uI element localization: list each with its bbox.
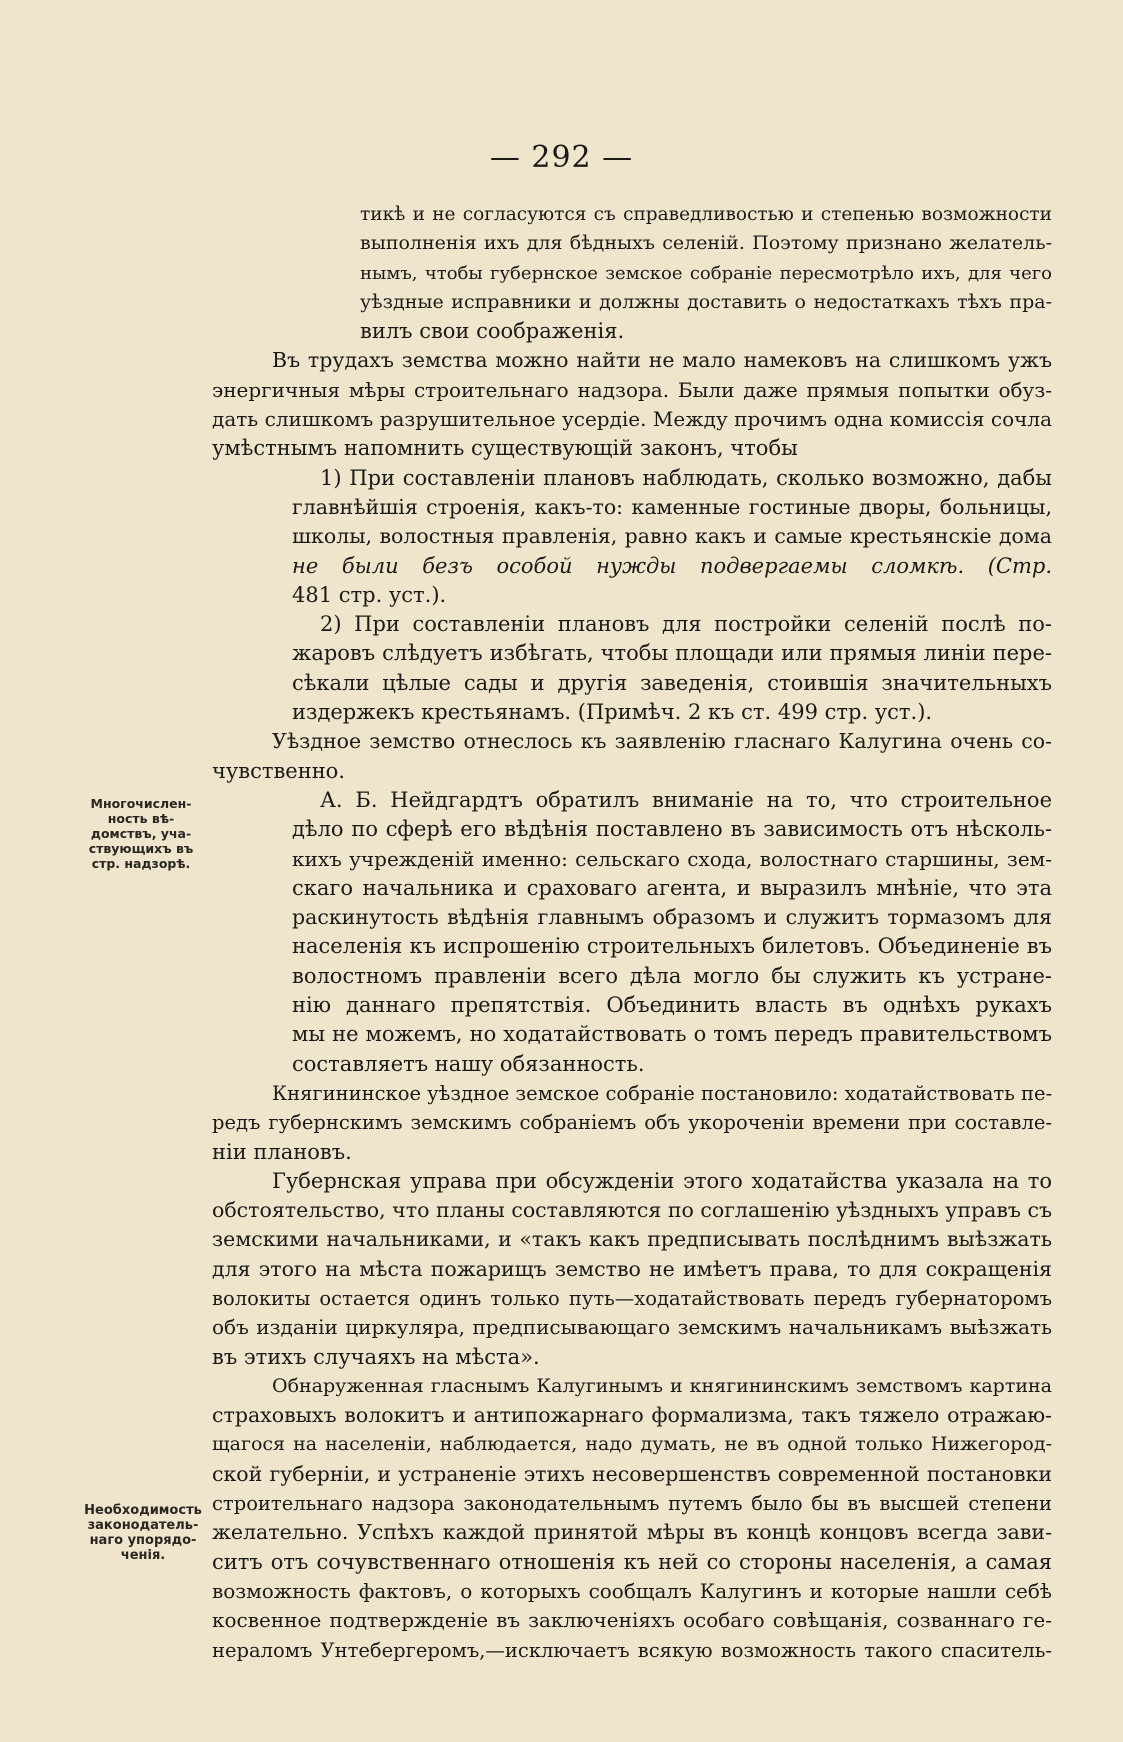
text-line: для этого на мѣста пожарищъ земство не имѣетъ права, то для сокращенія <box>212 1256 1052 1281</box>
text-line: издержекъ крестьянамъ. (Примѣч. 2 къ ст. 499 стр. уст.). <box>292 700 933 725</box>
text-line: нераломъ Унтебергеромъ,—исключаетъ всякую возможность такого спаситель- <box>212 1638 1052 1662</box>
text-line: скаго начальника и сраховаго агента, и выразилъ мнѣніе, что эта <box>292 875 1052 900</box>
text-line: нію даннаго препятствія. Объединить власть въ однѣхъ рукахъ <box>292 993 1052 1018</box>
text-line: ситъ отъ сочувственнаго отношенія къ ней со стороны населенія, а самая <box>212 1549 1052 1574</box>
text-line: мы не можемъ, но ходатайствовать о томъ передъ правительствомъ <box>292 1022 1052 1047</box>
margin-note-supervision <box>72 796 210 871</box>
text-line: А. Б. Нейдгардтъ обратилъ вниманіе на то, что строительное <box>320 787 1052 812</box>
text-line: обстоятельство, что планы составляются по соглашенію уѣздныхъ управъ съ <box>212 1198 1052 1223</box>
text-line: 1) При составленіи плановъ наблюдать, сколько возможно, дабы <box>320 465 1052 490</box>
text-line: энергичныя мѣры строительнаго надзора. Были даже прямыя попытки обуз- <box>212 377 1052 402</box>
text-line: страховыхъ волокитъ и антипожарнаго формализма, такъ тяжело отражаю- <box>212 1403 1052 1428</box>
text-line: нымъ, чтобы губернское земское собраніе пересмотрѣло ихъ, для чего <box>360 262 1052 284</box>
text-line: земскими начальниками, и «такъ какъ предписывать послѣднимъ выѣзжать <box>212 1227 1052 1252</box>
page-number: — 292 — <box>489 140 634 175</box>
text-line: дѣло по сферѣ его вѣдѣнія поставлено въ зависимость отъ нѣсколь- <box>292 817 1052 842</box>
margin-note-line: Необходимость <box>84 1503 202 1518</box>
text-line: умѣстнымъ напомнить существующій законъ, чтобы <box>212 436 798 461</box>
text-line: желательно. Успѣхъ каждой принятой мѣры въ концѣ концовъ всегда зави- <box>212 1520 1052 1545</box>
text-line: выполненія ихъ для бѣдныхъ селеній. Поэтому признано желатель- <box>360 232 1052 255</box>
margin-note-line: домствъ, уча- <box>90 826 192 841</box>
margin-note-line: Многочислен- <box>90 796 192 811</box>
text-line: составляетъ нашу обязанность. <box>292 1051 645 1076</box>
text-line: волокиты остается одинъ только путь—ходатайствовать передъ губернаторомъ <box>212 1286 1052 1310</box>
text-line: населенія къ испрошенію строительныхъ билетовъ. Объединеніе въ <box>292 934 1052 959</box>
text-line: тикѣ и не согласуются съ справедливостью и степенью возможности <box>360 204 1052 225</box>
text-line: не были безъ особой нужды подвергаемы сломкѣ. (Стр. <box>292 553 1052 578</box>
text-line: волостномъ правленіи всего дѣла могло бы служить къ устране- <box>292 963 1052 988</box>
margin-note-legislation <box>74 1503 212 1563</box>
text-line: школы, волостныя правленія, равно какъ и самые крестьянскіе дома <box>292 524 1052 549</box>
text-line: дать слишкомъ разрушительное усердіе. Между прочимъ одна комиссія сочла <box>212 407 1052 432</box>
margin-note-line: ченія. <box>120 1548 166 1563</box>
text-line: косвенное подтвержденіе въ заключеніяхъ особаго совѣщанія, созваннаго ге- <box>212 1608 1052 1633</box>
text-line: жаровъ слѣдуетъ избѣгать, чтобы площади или прямыя линіи пере- <box>292 641 1052 666</box>
text-line: Уѣздное земство отнеслось къ заявленію гласнаго Калугина очень со- <box>272 729 1052 754</box>
margin-note-line: стр. надзорѣ. <box>91 856 191 871</box>
text-line: 481 стр. уст.). <box>292 582 447 607</box>
text-line: Въ трудахъ земства можно найти не мало намековъ на слишкомъ ужъ <box>272 348 1052 373</box>
margin-note-line: ность вѣ- <box>107 811 175 826</box>
text-line: чувственно. <box>212 758 346 783</box>
body-text <box>212 200 1052 1665</box>
text-line: главнѣйшія строенія, какъ-то: каменные гостиные дворы, больницы, <box>292 494 1052 519</box>
text-line: щагося на населеніи, наблюдается, надо думать, не въ одной только Нижегород- <box>212 1433 1052 1456</box>
text-line: объ изданіи циркуляра, предписывающаго земскимъ начальникамъ выѣзжать <box>212 1315 1052 1340</box>
text-line: Княгининское уѣздное земское собраніе постановило: ходатайствовать пе- <box>272 1081 1053 1105</box>
margin-note-line: законодатель- <box>87 1518 199 1533</box>
text-line: сѣкали цѣлые сады и другія заведенія, стоившія значительныхъ <box>292 670 1052 695</box>
text-line: Обнаруженная гласнымъ Калугинымъ и княгининскимъ земствомъ картина <box>272 1374 1052 1397</box>
text-line: раскинутость вѣдѣнія главнымъ образомъ и служитъ тормазомъ для <box>292 905 1052 930</box>
text-line: ніи плановъ. <box>212 1139 352 1164</box>
text-line: строительнаго надзора законодательнымъ путемъ было бы въ высшей степени <box>212 1492 1052 1516</box>
text-line: вилъ свои соображенія. <box>360 319 625 344</box>
text-line: возможность фактовъ, о которыхъ сообщалъ Калугинъ и которые нашли себѣ <box>212 1578 1052 1603</box>
text-line: уѣздные исправники и должны доставить о недостаткахъ тѣхъ пра- <box>360 290 1052 313</box>
text-line: въ этихъ случаяхъ на мѣста». <box>212 1344 540 1369</box>
text-line: ской губерніи, и устраненіе этихъ несовершенствъ современной постановки <box>212 1461 1052 1486</box>
text-line: Губернская управа при обсужденіи этого ходатайства указала на то <box>272 1168 1052 1193</box>
margin-note-line: ствующихъ въ <box>88 841 194 856</box>
text-line: 2) При составленіи плановъ для постройки селеній послѣ по- <box>320 612 1052 637</box>
text-line: редъ губернскимъ земскимъ собраніемъ объ укороченіи времени при составле- <box>212 1111 1052 1135</box>
margin-note-line: наго упорядо- <box>89 1533 197 1548</box>
text-line: кихъ учрежденій именно: сельскаго схода, волостнаго старшины, зем- <box>292 846 1052 871</box>
